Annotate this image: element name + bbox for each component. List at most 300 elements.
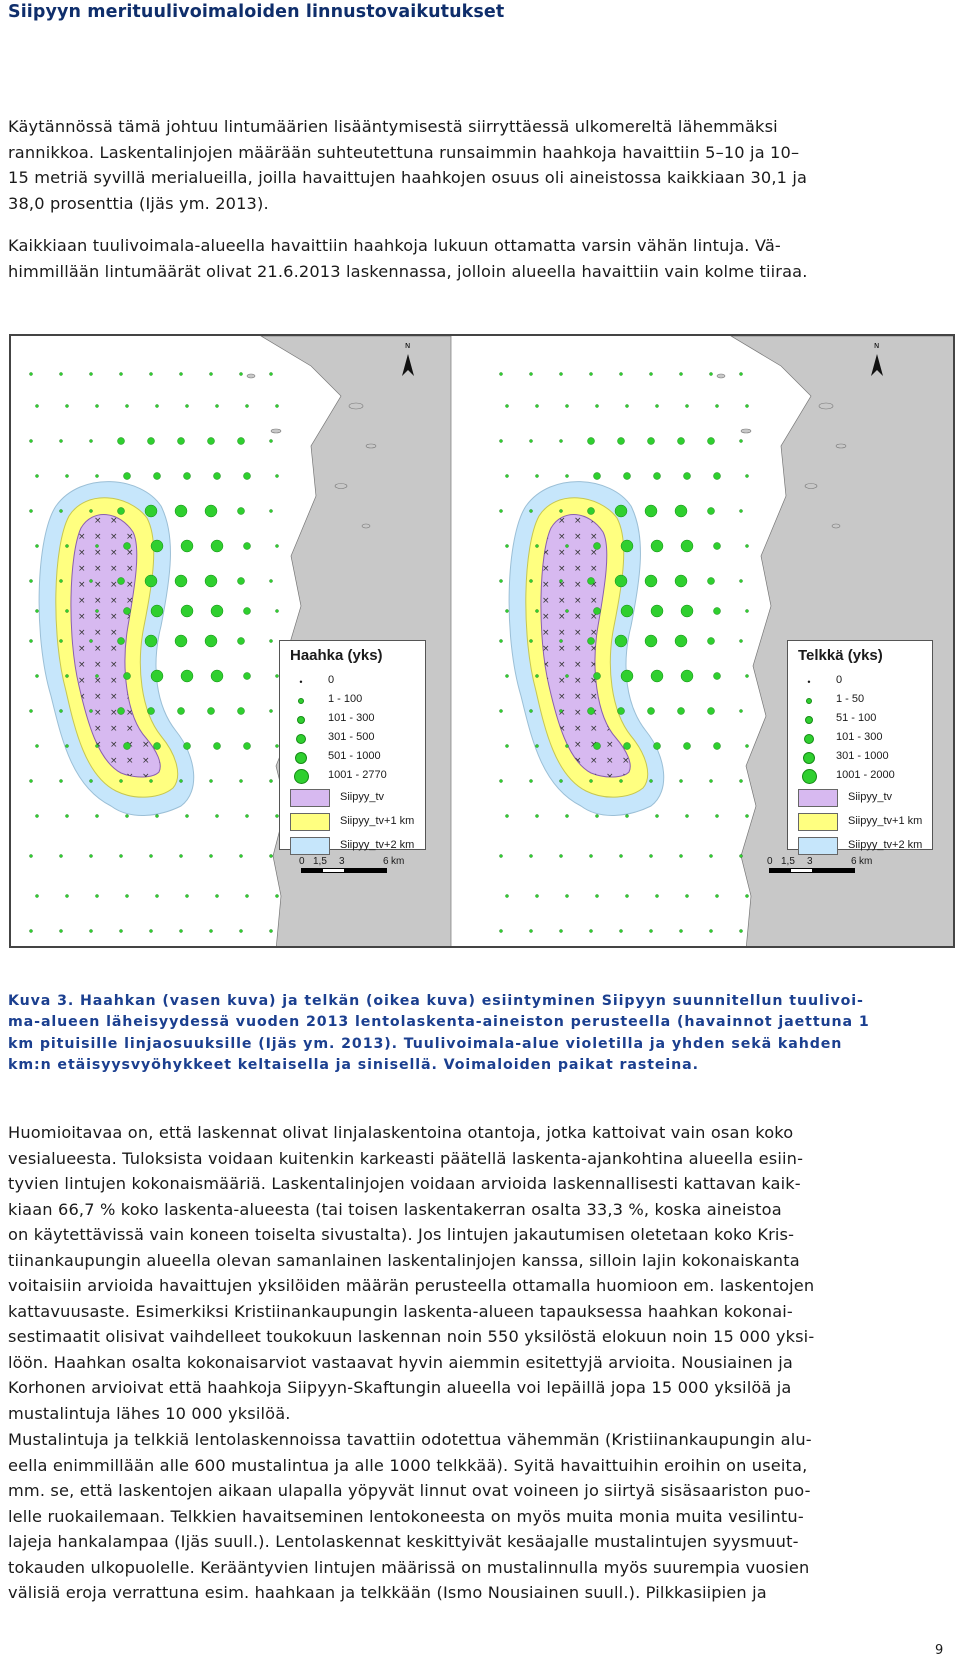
observation-dot	[530, 930, 533, 933]
observation-dot	[645, 635, 657, 647]
observation-dot	[624, 473, 631, 480]
observation-dot	[560, 373, 563, 376]
observation-dot	[126, 405, 129, 408]
observation-dot	[90, 640, 93, 643]
observation-dot	[645, 505, 657, 517]
observation-dot	[244, 673, 251, 680]
observation-dot	[675, 575, 687, 587]
legend-row: 1001 - 2000	[788, 767, 932, 786]
observation-dot	[276, 610, 279, 613]
observation-dot	[216, 405, 219, 408]
observation-dot	[681, 540, 693, 552]
observation-dot	[651, 540, 663, 552]
observation-dot	[684, 743, 691, 750]
observation-dot	[246, 895, 249, 898]
observation-dot	[746, 405, 749, 408]
observation-dot	[186, 405, 189, 408]
observation-dot	[276, 545, 279, 548]
observation-dot	[180, 780, 183, 783]
observation-dot	[120, 930, 123, 933]
observation-dot	[500, 780, 503, 783]
observation-dot	[90, 510, 93, 513]
observation-dot	[270, 855, 273, 858]
observation-dot	[184, 743, 191, 750]
observation-dot	[36, 545, 39, 548]
observation-dot	[238, 438, 245, 445]
svg-text:N: N	[874, 342, 880, 350]
observation-dot	[740, 780, 743, 783]
observation-dot	[740, 510, 743, 513]
observation-dot	[536, 895, 539, 898]
observation-dot	[566, 745, 569, 748]
observation-dot	[708, 508, 715, 515]
observation-dot	[145, 505, 157, 517]
dot-1-icon	[298, 698, 304, 704]
observation-dot	[246, 405, 249, 408]
observation-dot	[175, 575, 187, 587]
observation-dot	[740, 373, 743, 376]
observation-dot	[238, 508, 245, 515]
observation-dot	[566, 610, 569, 613]
observation-dot	[588, 708, 595, 715]
observation-dot	[214, 743, 221, 750]
observation-dot	[624, 743, 631, 750]
observation-dot	[186, 895, 189, 898]
observation-dot	[500, 580, 503, 583]
observation-dot	[620, 930, 623, 933]
observation-dot	[656, 815, 659, 818]
legend-row: 51 - 100	[788, 710, 932, 729]
observation-dot	[506, 895, 509, 898]
observation-dot	[681, 605, 693, 617]
observation-dot	[530, 780, 533, 783]
observation-dot	[184, 473, 191, 480]
observation-dot	[566, 815, 569, 818]
observation-dot	[590, 373, 593, 376]
observation-dot	[36, 895, 39, 898]
observation-dot	[530, 373, 533, 376]
observation-dot	[626, 895, 629, 898]
legend-row: 101 - 300	[788, 729, 932, 748]
observation-dot	[746, 675, 749, 678]
observation-dot	[66, 745, 69, 748]
observation-dot	[506, 675, 509, 678]
observation-dot	[238, 578, 245, 585]
caption-line: km pituisille linjaosuuksille (Ijäs ym. 2013). Tuulivoimala-alue violetilla ja yhden sekä kahden	[8, 1035, 843, 1052]
text-line: kattavuusaste. Esimerkiksi Kristiinankaupungin laskenta-alueen tapauksessa haahkan kokonai-	[8, 1301, 793, 1321]
observation-dot	[36, 815, 39, 818]
legend-row: Siipyy_tv+2 km	[788, 834, 932, 858]
map-figure	[9, 334, 955, 948]
observation-dot	[96, 545, 99, 548]
observation-dot	[740, 710, 743, 713]
legend-row: 301 - 500	[280, 729, 425, 748]
observation-dot	[588, 508, 595, 515]
dot-2-icon	[297, 716, 305, 724]
observation-dot	[714, 608, 721, 615]
observation-dot	[615, 575, 627, 587]
legend-title: Haahka (yks)	[290, 647, 383, 664]
observation-dot	[566, 475, 569, 478]
observation-dot	[96, 475, 99, 478]
observation-dot	[648, 438, 655, 445]
observation-dot	[686, 895, 689, 898]
observation-dot	[615, 635, 627, 647]
observation-dot	[148, 438, 155, 445]
observation-dot	[118, 638, 125, 645]
observation-dot	[500, 855, 503, 858]
text-line: tyvien lintujen kokonaismääriä. Laskentalinjojen voidaan arvioida laskennallisesti kattavan kaik-	[8, 1174, 801, 1193]
observation-dot	[60, 780, 63, 783]
observation-dot	[156, 405, 159, 408]
text-line: Kaikkiaan tuulivoimala-alueella havaittiin haahkoja lukuun ottamatta varsin vähän lintuja. Vä-	[8, 236, 781, 255]
observation-dot	[566, 405, 569, 408]
observation-dot	[626, 815, 629, 818]
observation-dot	[645, 575, 657, 587]
text-line: Huomioitavaa on, että laskennat olivat linjalaskentoina otantoja, jotka kattoivat vain osan koko	[8, 1123, 794, 1142]
paragraph-4	[8, 1427, 948, 1606]
observation-dot	[66, 405, 69, 408]
observation-dot	[560, 855, 563, 858]
observation-dot	[500, 373, 503, 376]
zone-2km-swatch	[798, 837, 838, 855]
observation-dot	[560, 440, 563, 443]
observation-dot	[96, 610, 99, 613]
observation-dot	[210, 373, 213, 376]
observation-dot	[208, 708, 215, 715]
observation-dot	[650, 373, 653, 376]
caption-line: ma-alueen läheisyydessä vuoden 2013 lentolaskenta-aineiston perusteella (havainnot jaettuna 1	[8, 1014, 870, 1031]
observation-dot	[656, 405, 659, 408]
observation-dot	[746, 745, 749, 748]
observation-dot	[30, 930, 33, 933]
observation-dot	[180, 373, 183, 376]
observation-dot	[270, 510, 273, 513]
observation-dot	[654, 743, 661, 750]
observation-dot	[686, 815, 689, 818]
observation-dot	[675, 635, 687, 647]
legend-row: 1 - 100	[280, 691, 425, 710]
observation-dot	[530, 640, 533, 643]
observation-dot	[90, 373, 93, 376]
legend-title: Telkkä (yks)	[798, 647, 883, 664]
observation-dot	[708, 708, 715, 715]
legend-row: Siipyy_tv	[788, 786, 932, 810]
observation-dot	[30, 710, 33, 713]
observation-dot	[216, 895, 219, 898]
observation-dot	[588, 638, 595, 645]
observation-dot	[276, 405, 279, 408]
observation-dot	[96, 745, 99, 748]
page-number: 9	[935, 1643, 944, 1658]
observation-dot	[36, 405, 39, 408]
observation-dot	[530, 855, 533, 858]
dot-5-icon	[802, 769, 817, 784]
text-line: lelle ruokailemaan. Telkkien havaitseminen lentokoneesta on myös muita monia muita vesilintu-	[8, 1506, 804, 1526]
observation-dot	[560, 510, 563, 513]
observation-dot	[710, 930, 713, 933]
observation-dot	[120, 780, 123, 783]
observation-dot	[145, 575, 157, 587]
dot-0-icon: •	[299, 676, 303, 687]
observation-dot	[620, 780, 623, 783]
observation-dot	[145, 635, 157, 647]
dot-3-icon	[296, 734, 306, 744]
text-line: Käytännössä tämä johtuu lintumäärien lisääntymisestä siirryttäessä ulkomereltä lähemmäksi	[8, 117, 778, 136]
observation-dot	[66, 815, 69, 818]
text-line: on käytettävissä vain koneen toiselta sivustalta). Jos lintujen jakautumisen oletetaan koko Kris-	[8, 1225, 795, 1244]
observation-dot	[651, 670, 663, 682]
observation-dot	[90, 580, 93, 583]
observation-dot	[530, 710, 533, 713]
observation-dot	[536, 815, 539, 818]
observation-dot	[506, 815, 509, 818]
legend-row: Siipyy_tv+2 km	[280, 834, 425, 858]
observation-dot	[678, 438, 685, 445]
observation-dot	[36, 475, 39, 478]
observation-dot	[240, 373, 243, 376]
observation-dot	[36, 745, 39, 748]
zone-1km-swatch	[798, 813, 838, 831]
observation-dot	[530, 510, 533, 513]
observation-dot	[210, 780, 213, 783]
observation-dot	[175, 505, 187, 517]
observation-dot	[151, 540, 163, 552]
observation-dot	[148, 708, 155, 715]
observation-dot	[680, 930, 683, 933]
observation-dot	[650, 855, 653, 858]
observation-dot	[150, 780, 153, 783]
observation-dot	[710, 373, 713, 376]
observation-dot	[588, 578, 595, 585]
observation-dot	[536, 745, 539, 748]
observation-dot	[60, 373, 63, 376]
text-line: voitaisiin arvioida havaittujen yksilöiden määrän perusteella ottamalla huomioon em. laskentojen	[8, 1276, 815, 1295]
observation-dot	[621, 605, 633, 617]
text-line: sestimaatit olisivat vaihdelleet toukokuun laskennan noin 550 yksilöstä elokuun noin 15 000 yksi-	[8, 1327, 815, 1346]
observation-dot	[276, 475, 279, 478]
observation-dot	[566, 675, 569, 678]
observation-dot	[246, 815, 249, 818]
scale-bar-right: 0 1,5 3 6 km	[759, 856, 899, 880]
observation-dot	[30, 640, 33, 643]
observation-dot	[536, 545, 539, 548]
observation-dot	[244, 473, 251, 480]
observation-dot	[96, 895, 99, 898]
observation-dot	[30, 780, 33, 783]
observation-dot	[124, 743, 131, 750]
observation-dot	[150, 930, 153, 933]
dot-4-icon	[803, 752, 815, 764]
observation-dot	[500, 640, 503, 643]
figure-caption	[8, 991, 948, 1076]
observation-dot	[615, 505, 627, 517]
observation-dot	[60, 640, 63, 643]
text-line: Korhonen arvioivat että haahkoja Siipyyn-Skaftungin alueella voi lepäillä jopa 15 000 yksilöä ja	[8, 1378, 792, 1397]
observation-dot	[96, 815, 99, 818]
observation-dot	[211, 540, 223, 552]
observation-dot	[205, 635, 217, 647]
observation-dot	[90, 440, 93, 443]
observation-dot	[594, 673, 601, 680]
observation-dot	[60, 580, 63, 583]
svg-text:N: N	[405, 342, 411, 350]
observation-dot	[90, 855, 93, 858]
observation-dot	[530, 580, 533, 583]
observation-dot	[594, 743, 601, 750]
text-line: rannikkoa. Laskentalinjojen määrään suhteutettuna runsaimmin haahkoja havaittiin 5–10 ja 10–	[8, 142, 800, 162]
zone-2km-swatch	[290, 837, 330, 855]
dot-5-icon	[294, 769, 309, 784]
observation-dot	[270, 373, 273, 376]
legend-row: 1 - 50	[788, 691, 932, 710]
observation-dot	[151, 605, 163, 617]
observation-dot	[181, 670, 193, 682]
observation-dot	[180, 855, 183, 858]
scale-bar-left: 0 1,5 3 6 km	[291, 856, 431, 880]
observation-dot	[120, 373, 123, 376]
paragraph-3	[8, 1120, 948, 1426]
observation-dot	[150, 373, 153, 376]
observation-dot	[684, 473, 691, 480]
observation-dot	[536, 610, 539, 613]
observation-dot	[626, 405, 629, 408]
observation-dot	[680, 855, 683, 858]
observation-dot	[66, 475, 69, 478]
observation-dot	[506, 545, 509, 548]
text-line: lajeja hankalampaa (Ijäs suull.). Lentolaskennat keskittyivät kesäajalle mustalintujen syysmuut-	[8, 1532, 799, 1551]
legend-row: Siipyy_tv+1 km	[788, 810, 932, 834]
observation-dot	[714, 743, 721, 750]
observation-dot	[90, 780, 93, 783]
observation-dot	[240, 855, 243, 858]
observation-dot	[710, 855, 713, 858]
observation-dot	[208, 438, 215, 445]
dot-4-icon	[295, 752, 307, 764]
observation-dot	[60, 930, 63, 933]
observation-dot	[60, 510, 63, 513]
observation-dot	[66, 545, 69, 548]
text-line: eella enimmillään alle 600 mustalintua ja alle 1000 telkkää). Syitä havaittuihin eroihin on useita,	[8, 1455, 808, 1475]
legend-row: • 0	[807, 674, 843, 687]
observation-dot	[740, 640, 743, 643]
observation-dot	[621, 670, 633, 682]
observation-dot	[560, 930, 563, 933]
observation-dot	[740, 580, 743, 583]
observation-dot	[681, 670, 693, 682]
observation-dot	[96, 675, 99, 678]
observation-dot	[30, 580, 33, 583]
observation-dot	[270, 710, 273, 713]
observation-dot	[90, 710, 93, 713]
observation-dot	[714, 473, 721, 480]
observation-dot	[118, 438, 125, 445]
text-line: mm. se, että laskentojen aikaan ulapalla yöpyvät linnut ovat voineen jo siirtyä sisäsaariston puo-	[8, 1481, 811, 1500]
text-line: mustalintuja lähes 10 000 yksilöä.	[8, 1403, 291, 1423]
observation-dot	[746, 610, 749, 613]
text-line: välisiä eroja verrattuna esim. haahkaan ja telkkään (Ismo Nousiainen suull.). Pilkkasiipien ja	[8, 1583, 767, 1602]
observation-dot	[180, 930, 183, 933]
observation-dot	[680, 373, 683, 376]
observation-dot	[270, 580, 273, 583]
observation-dot	[500, 440, 503, 443]
observation-dot	[566, 895, 569, 898]
observation-dot	[596, 815, 599, 818]
observation-dot	[716, 405, 719, 408]
legend-row: 101 - 300	[280, 710, 425, 729]
text-line: tiinankaupungin alueella olevan samanlainen laskentalinjojen kanssa, silloin lajin kokonaiskanta	[8, 1250, 800, 1270]
observation-dot	[675, 505, 687, 517]
observation-dot	[210, 855, 213, 858]
observation-dot	[151, 670, 163, 682]
zone-1km-swatch	[290, 813, 330, 831]
observation-dot	[244, 543, 251, 550]
observation-dot	[36, 610, 39, 613]
legend-row: Siipyy_tv+1 km	[280, 810, 425, 834]
observation-dot	[156, 895, 159, 898]
zone-tv-swatch	[798, 789, 838, 807]
observation-dot	[680, 780, 683, 783]
observation-dot	[126, 815, 129, 818]
observation-dot	[566, 545, 569, 548]
observation-dot	[590, 780, 593, 783]
observation-dot	[154, 473, 161, 480]
observation-dot	[126, 895, 129, 898]
observation-dot	[596, 405, 599, 408]
caption-line: km:n etäisyysvyöhykkeet keltaisella ja sinisellä. Voimaloiden paikat rasteina.	[8, 1056, 699, 1073]
caption-line: Kuva 3. Haahkan (vasen kuva) ja telkän (oikea kuva) esiintyminen Siipyyn suunnitellun tuulivoi-	[8, 993, 864, 1009]
observation-dot	[678, 708, 685, 715]
observation-dot	[211, 605, 223, 617]
observation-dot	[618, 438, 625, 445]
observation-dot	[560, 710, 563, 713]
observation-dot	[211, 670, 223, 682]
observation-dot	[270, 640, 273, 643]
observation-dot	[500, 510, 503, 513]
observation-dot	[620, 855, 623, 858]
observation-dot	[740, 440, 743, 443]
observation-dot	[181, 605, 193, 617]
dot-0-icon: •	[807, 676, 811, 687]
legend-telkka	[787, 640, 933, 850]
observation-dot	[590, 855, 593, 858]
observation-dot	[216, 815, 219, 818]
observation-dot	[740, 855, 743, 858]
observation-dot	[214, 473, 221, 480]
observation-dot	[124, 608, 131, 615]
observation-dot	[124, 543, 131, 550]
observation-dot	[276, 895, 279, 898]
observation-dot	[240, 930, 243, 933]
observation-dot	[60, 710, 63, 713]
observation-dot	[746, 895, 749, 898]
observation-dot	[596, 895, 599, 898]
text-line: 15 metriä syvillä merialueilla, joilla havaittujen haahkojen osuus oli aineistossa kaikkiaan 30,1 ja	[8, 168, 808, 187]
observation-dot	[746, 545, 749, 548]
observation-dot	[270, 440, 273, 443]
observation-dot	[708, 578, 715, 585]
observation-dot	[710, 780, 713, 783]
observation-dot	[651, 605, 663, 617]
observation-dot	[244, 743, 251, 750]
zone-tv-swatch	[290, 789, 330, 807]
observation-dot	[120, 855, 123, 858]
observation-dot	[536, 475, 539, 478]
observation-dot	[205, 505, 217, 517]
observation-dot	[30, 855, 33, 858]
observation-dot	[530, 440, 533, 443]
observation-dot	[500, 930, 503, 933]
